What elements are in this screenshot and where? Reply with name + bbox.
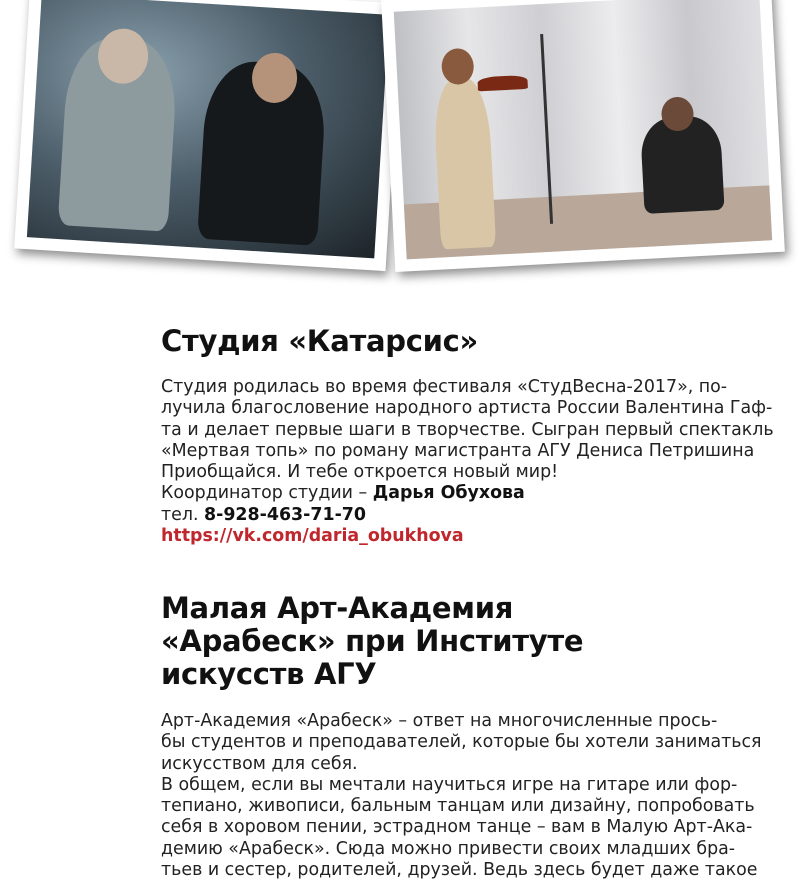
title-line: искусств АГУ xyxy=(161,657,377,691)
title-line: «Арабеск» при Институте xyxy=(161,624,584,658)
section-title-arabesk xyxy=(161,592,583,691)
phone xyxy=(161,505,691,526)
paragraph-line: себя в хоровом пении, эстрадном танце – вам в Малую Арт-Ака- xyxy=(161,817,753,838)
paragraph-line: тепиано, живописи, бальным танцам или дизайну, попробовать xyxy=(161,796,755,817)
paragraph-line: Студия родилась во время фестиваля «СтудВесна-2017», по- xyxy=(161,377,728,397)
coordinator xyxy=(161,483,691,504)
coordinator-name: Дарья Обухова xyxy=(372,483,525,504)
phone-number: 8-928-463-71-70 xyxy=(204,504,366,525)
paragraph-line: Арт-Академия «Арабеск» – ответ на многочисленные прось- xyxy=(161,711,718,731)
section-arabesk-body xyxy=(161,711,762,881)
title-line: Малая Арт-Академия xyxy=(161,591,514,625)
section-title-katarsis: Студия «Катарсис» xyxy=(161,324,478,358)
paragraph-line: демию «Арабеск». Сюда можно привести своих младших бра- xyxy=(161,838,736,859)
photo-theatre-scene xyxy=(14,0,402,271)
photo-violin-performance xyxy=(381,0,785,272)
paragraph-line: В общем, если вы мечтали научиться игре на гитаре или фор- xyxy=(161,774,738,795)
slogan: Приобщайся. И тебе откроется новый мир! xyxy=(161,462,559,483)
section-katarsis-body xyxy=(161,377,774,547)
paragraph-line: лучила благословение народного артиста России Валентина Гаф- xyxy=(161,398,773,419)
paragraph-line: тьев и сестер, родителей, друзей. Ведь здесь будет даже такое xyxy=(161,860,758,881)
phone-label: тел. xyxy=(161,504,205,525)
paragraph-line: та и делает первые шаги в творчестве. Сыгран первый спектакль xyxy=(161,419,774,440)
paragraph-line: искусством для себя. xyxy=(161,753,358,774)
paragraph-line: «Мертвая топь» по роману магистранта АГУ Дениса Петришина xyxy=(161,440,755,461)
vk-link[interactable]: https://vk.com/daria_obukhova xyxy=(161,526,464,547)
coordinator-label: Координатор студии – xyxy=(161,483,373,504)
paragraph-line: бы студентов и преподавателей, которые бы хотели заниматься xyxy=(161,732,762,753)
